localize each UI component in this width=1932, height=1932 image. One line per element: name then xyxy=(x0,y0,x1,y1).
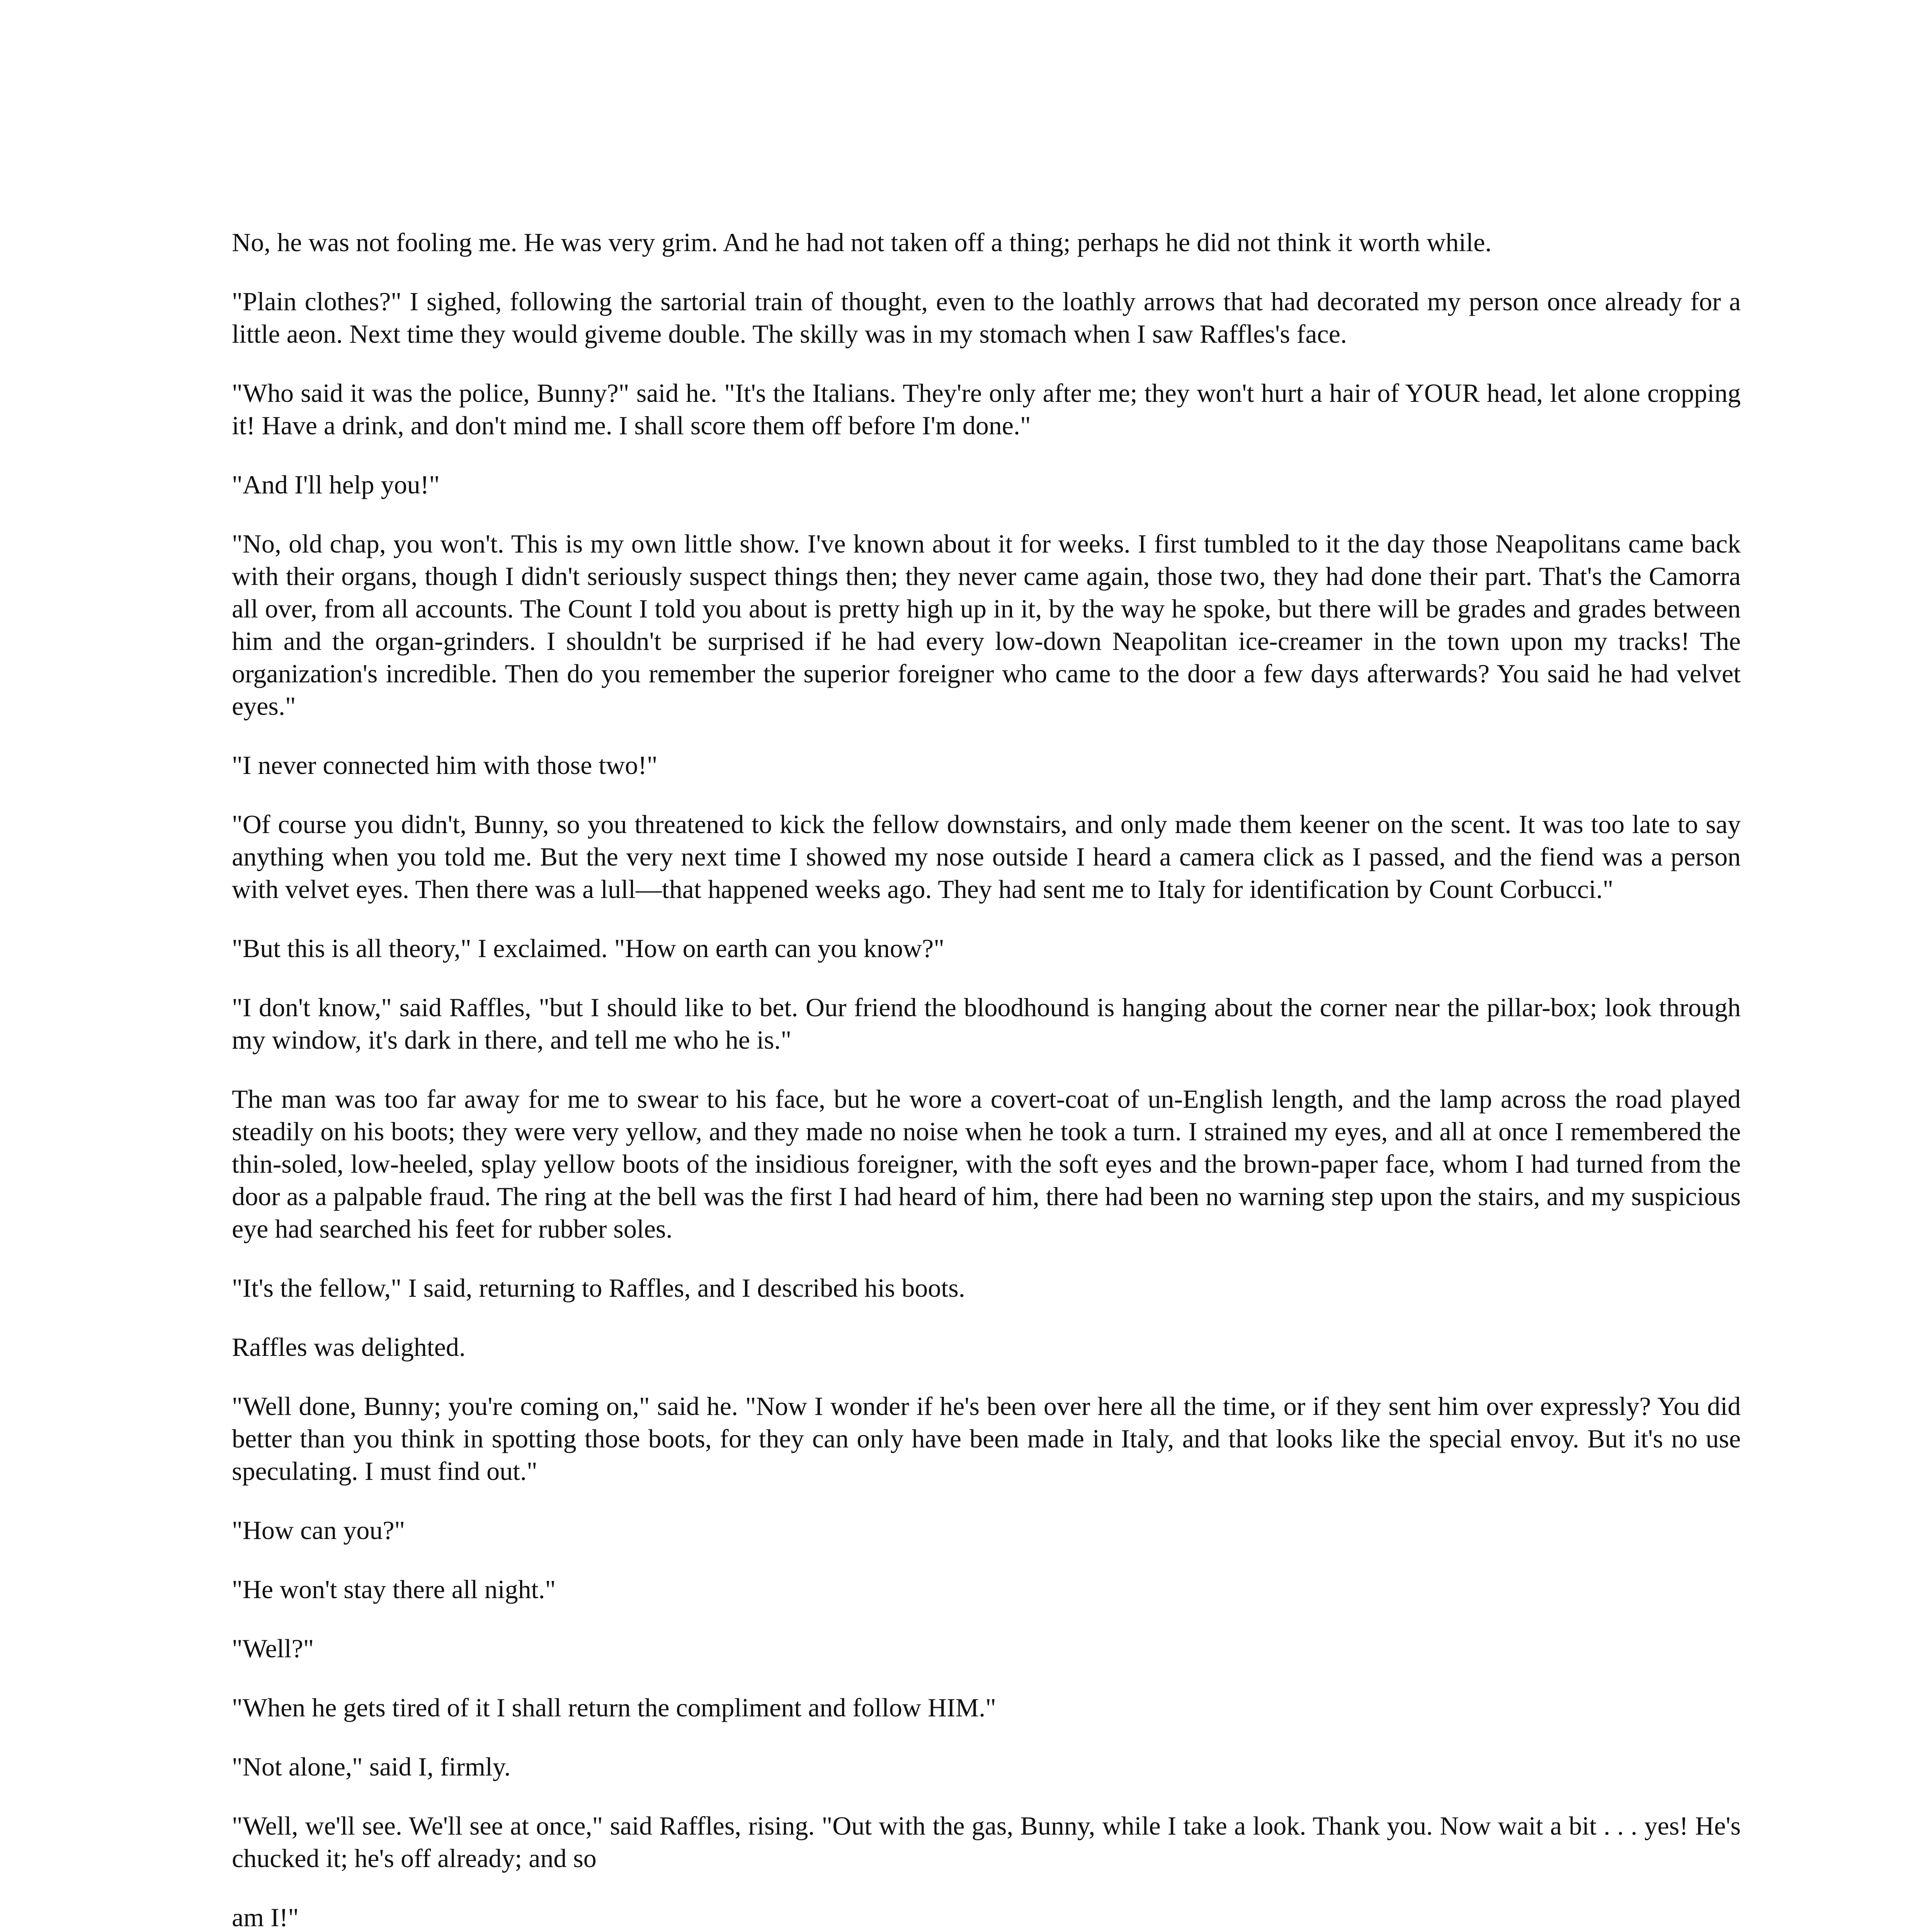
paragraph: "Plain clothes?" I sighed, following the sartorial train of thought, even to the loathly arrows that had decorated my person once already for a little aeon. Next time they would giveme double. The skilly was in my stomach when I saw Raffles's face. xyxy=(232,287,1741,349)
paragraph: "How can you?" xyxy=(232,1515,405,1545)
paragraph: "No, old chap, you won't. This is my own little show. I've known about it for weeks. I first tumbled to it the day those Neapolitans came back with their organs, though I didn't seriously suspect things then; they never came again, those two, they had done their part. That's the Camorra all over, from all accounts. The Count I told you about is pretty high up in it, by the way he spoke, but there will be grades and grades between him and the organ-grinders. I shouldn't be surprised if he had every low-down Neapolitan ice-creamer in the town upon my tracks! The organization's incredible. Then do you remember the superior foreigner who came to the door a few days afterwards? You said he had velvet eyes." xyxy=(232,529,1741,721)
paragraph: "Well, we'll see. We'll see at once," said Raffles, rising. "Out with the gas, Bunny, while I take a look. Thank you. Now wait a bit . . . yes! He's chucked it; he's off already; and so xyxy=(232,1811,1741,1873)
paragraph: The man was too far away for me to swear to his face, but he wore a covert-coat of un-English length, and the lamp across the road played steadily on his boots; they were very yellow, and they made no noise when he took a turn. I strained my eyes, and all at once I remembered the thin-soled, low-heeled, splay yellow boots of the insidious foreigner, with the soft eyes and the brown-paper face, whom I had turned from the door as a palpable fraud. The ring at the bell was the first I had heard of him, there had been no warning step upon the stairs, and my suspicious eye had searched his feet for rubber soles. xyxy=(232,1084,1741,1243)
paragraph: "Of course you didn't, Bunny, so you threatened to kick the fellow downstairs, and only made them keener on the scent. It was too late to say anything when you told me. But the very next time I showed my nose outside I heard a camera click as I passed, and the fiend was a person with velvet eyes. Then there was a lull—that happened weeks ago. They had sent me to Italy for identification by Count Corbucci." xyxy=(232,810,1741,904)
paragraph: "Well?" xyxy=(232,1634,314,1663)
paragraph: "Who said it was the police, Bunny?" said he. "It's the Italians. They're only after me; they won't hurt a hair of YOUR head, let alone cropping it! Have a drink, and don't mind me. I shall score them off before I'm done." xyxy=(232,378,1741,440)
paragraph: "When he gets tired of it I shall return the compliment and follow HIM." xyxy=(232,1693,996,1722)
paragraph: "And I'll help you!" xyxy=(232,470,440,499)
paragraph: "Not alone," said I, firmly. xyxy=(232,1752,511,1781)
paragraph: "He won't stay there all night." xyxy=(232,1575,556,1604)
paragraph: am I!" xyxy=(232,1903,299,1932)
paragraph: "But this is all theory," I exclaimed. "How on earth can you know?" xyxy=(232,934,944,963)
paragraph: "It's the fellow," I said, returning to Raffles, and I described his boots. xyxy=(232,1273,965,1303)
paragraph: No, he was not fooling me. He was very grim. And he had not taken off a thing; perhaps he did not think it worth while. xyxy=(232,228,1492,257)
page-text xyxy=(232,226,1741,1932)
paragraph: "Well done, Bunny; you're coming on," said he. "Now I wonder if he's been over here all the time, or if they sent him over expressly? You did better than you think in spotting those boots, for they can only have been made in Italy, and that looks like the special envoy. But it's no use speculating. I must find out." xyxy=(232,1391,1741,1486)
paragraph: Raffles was delighted. xyxy=(232,1332,466,1362)
paragraph: "I don't know," said Raffles, "but I should like to bet. Our friend the bloodhound is hanging about the corner near the pillar-box; look through my window, it's dark in there, and tell me who he is." xyxy=(232,993,1741,1054)
paragraph: "I never connected him with those two!" xyxy=(232,750,658,780)
